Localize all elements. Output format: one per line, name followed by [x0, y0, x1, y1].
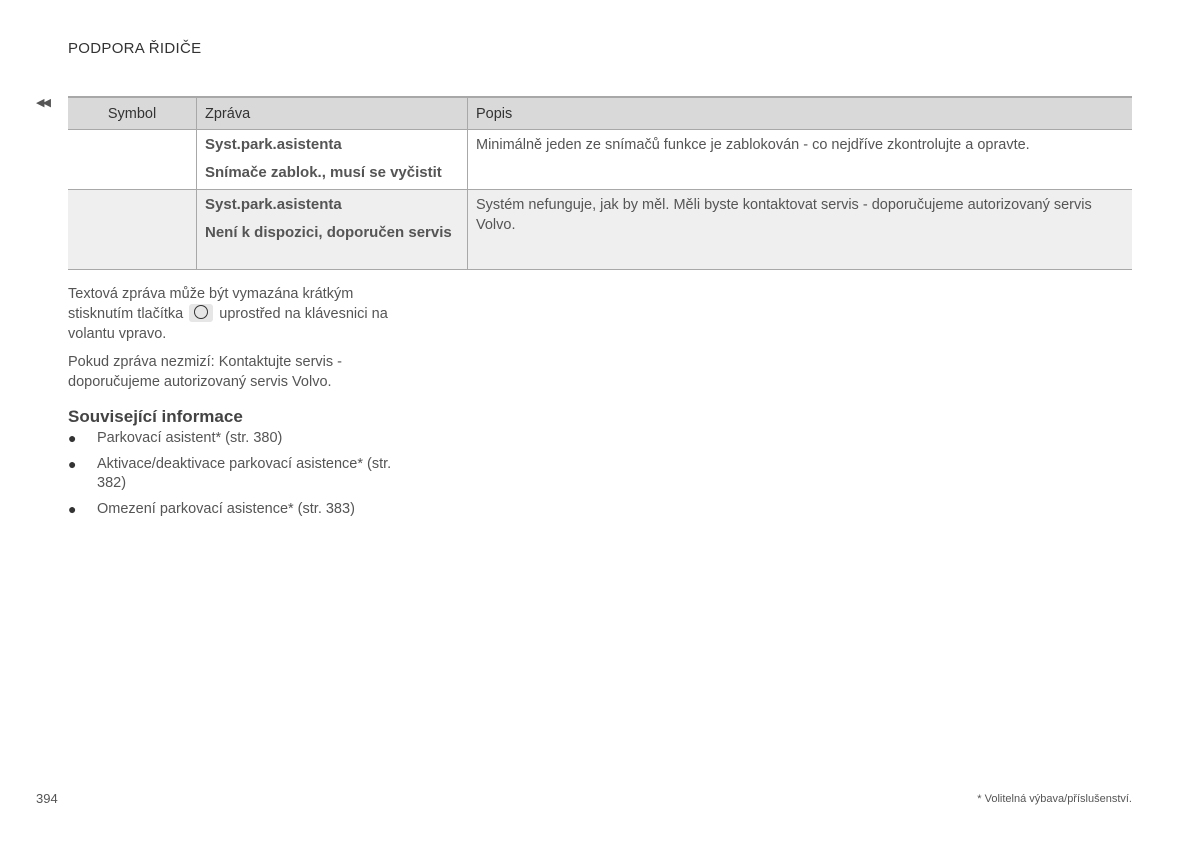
message-title: Syst.park.asistenta — [205, 196, 342, 213]
table-row — [68, 130, 1132, 190]
body-text — [68, 284, 408, 400]
bullet-icon: ● — [68, 430, 77, 446]
message-cell — [197, 130, 468, 190]
footnote: * Volitelná výbava/příslušenství. — [977, 793, 1132, 805]
paragraph-text: Textová zpráva může být vymazána krátkým stisknutím tlačítka — [68, 286, 354, 322]
steering-wheel-knob-icon — [189, 304, 213, 322]
header-symbol: Symbol — [68, 97, 197, 130]
back-arrow-icon[interactable]: ◀◀ — [36, 97, 49, 109]
page-number: 394 — [36, 791, 58, 806]
header-message: Zpráva — [197, 97, 468, 130]
paragraph-text: uprostřed na klávesnici na volantu vpravo. — [68, 306, 388, 342]
related-link[interactable]: Omezení parkovací asistence* (str. 383) — [97, 501, 355, 517]
table-row — [68, 190, 1132, 270]
bullet-icon: ● — [68, 456, 77, 472]
list-item[interactable] — [68, 500, 408, 519]
message-text: Snímače zablok., musí se vyčistit — [205, 164, 442, 181]
symbol-cell — [68, 130, 197, 190]
list-item[interactable] — [68, 455, 408, 493]
message-table — [68, 96, 1132, 270]
message-cell — [197, 190, 468, 270]
related-info-heading: Související informace — [68, 407, 243, 426]
clear-message-paragraph — [68, 284, 408, 344]
page-title: PODPORA ŘIDIČE — [68, 40, 202, 57]
related-info-list — [68, 429, 408, 526]
message-title: Syst.park.asistenta — [205, 136, 342, 153]
related-link[interactable]: Parkovací asistent* (str. 380) — [97, 430, 283, 446]
description-cell: Systém nefunguje, jak by měl. Měli byste kontaktovat servis - doporučujeme autorizovaný servis Volvo. — [468, 190, 1133, 270]
message-text: Není k dispozici, doporučen servis — [205, 224, 452, 241]
contact-service-paragraph: Pokud zpráva nezmizí: Kontaktujte servis - doporučujeme autorizovaný servis Volvo. — [68, 354, 343, 390]
bullet-icon: ● — [68, 501, 77, 517]
symbol-cell — [68, 190, 197, 270]
header-description: Popis — [468, 97, 1133, 130]
list-item[interactable] — [68, 429, 408, 448]
table-header-row — [68, 97, 1132, 130]
description-cell: Minimálně jeden ze snímačů funkce je zablokován - co nejdříve zkontrolujte a opravte. — [468, 130, 1133, 190]
related-link[interactable]: Aktivace/deaktivace parkovací asistence* (str. 382) — [97, 456, 392, 491]
